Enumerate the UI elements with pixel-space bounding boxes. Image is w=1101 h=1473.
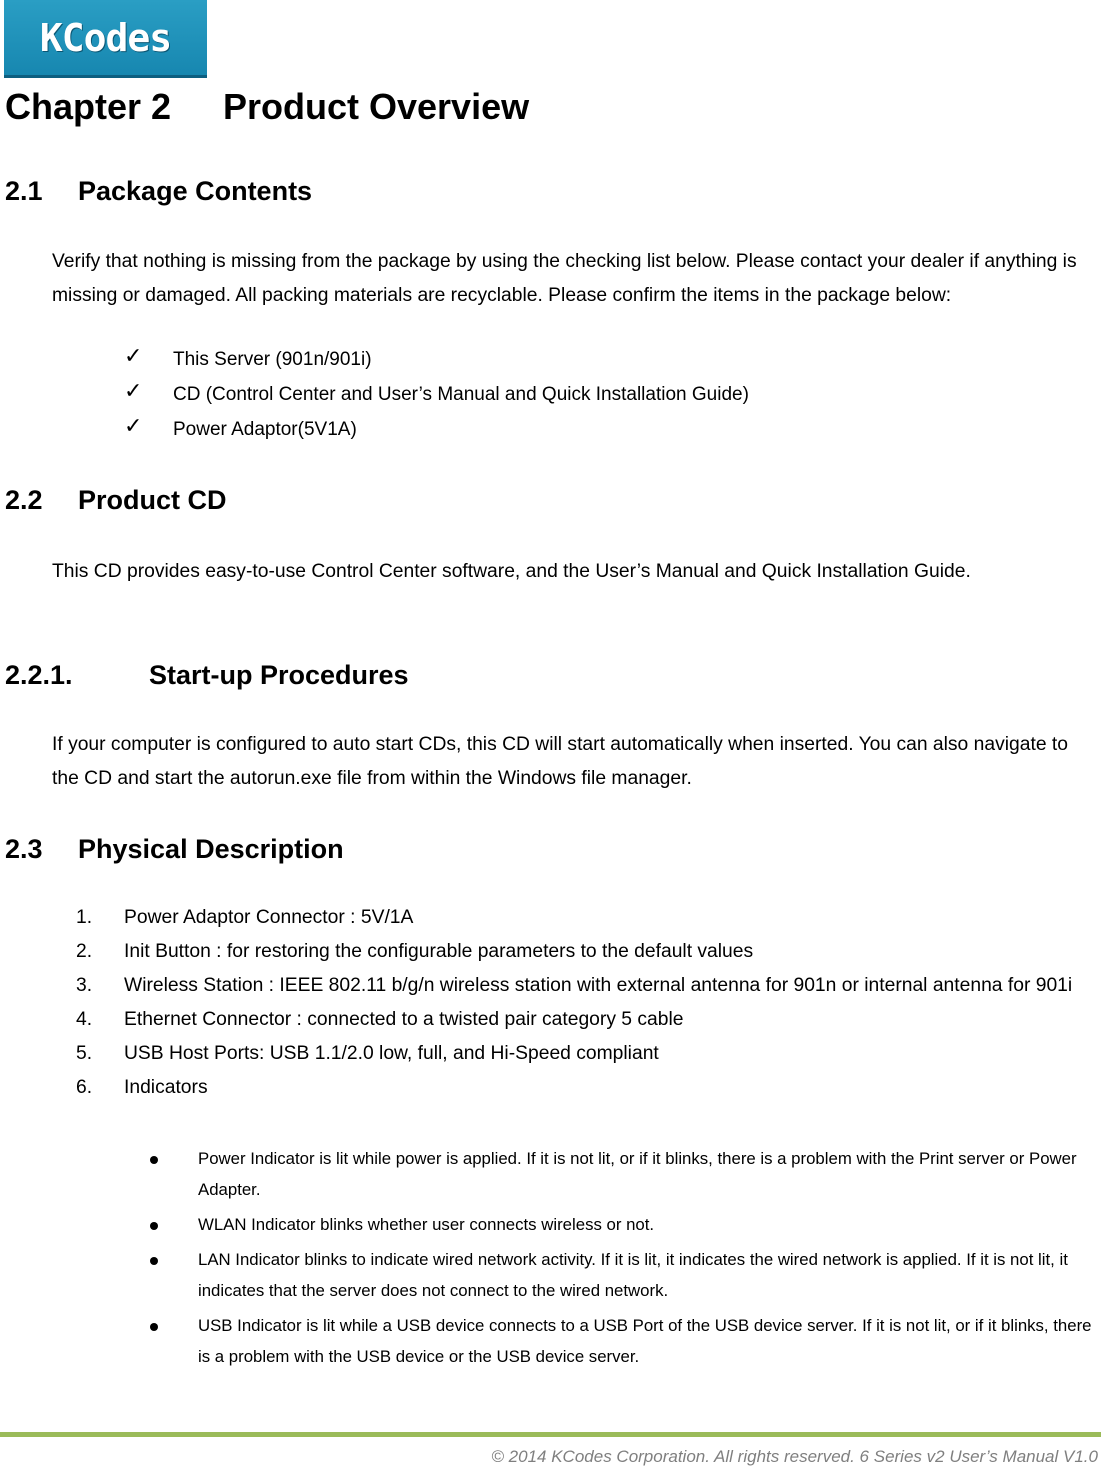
product-cd-text: This CD provides easy-to-use Control Center software, and the User’s Manual and Quick Installation Guide. — [52, 561, 971, 582]
section-number: 2.2 — [5, 485, 43, 515]
list-item — [0, 969, 1101, 1003]
list-item-text: Init Button : for restoring the configurable parameters to the default values — [124, 941, 754, 962]
indicator-text: Power Indicator is lit while power is applied. If it is not lit, or if it blinks, there is a problem with the Print server or Power Adapter. — [198, 1149, 1077, 1199]
chapter-title: Product Overview — [223, 86, 530, 127]
list-item-number: 1. — [76, 907, 93, 928]
list-item — [0, 935, 1101, 969]
indicator-text: USB Indicator is lit while a USB device connects to a USB Port of the USB device server. If it is not lit, or if it blinks, there is a problem with the USB device or the USB device server. — [198, 1316, 1092, 1366]
indicator-text: LAN Indicator blinks to indicate wired network activity. If it is lit, it indicates the wired network is applied. If it is not lit, it indicates that the server does not connect to the wired network. — [198, 1250, 1068, 1300]
checkmark-icon: ✓ — [124, 343, 143, 368]
startup-text: If your computer is configured to auto start CDs, this CD will start automatically when inserted. You can also navigate to the CD and start the autorun.exe file from within the Windows file manager. — [52, 734, 1068, 789]
checklist-item-label: This Server (901n/901i) — [173, 349, 372, 370]
section-number: 2.1 — [5, 176, 43, 206]
package-contents-text: Verify that nothing is missing from the package by using the checking list below. Please contact your dealer if anything is missing or damaged. All packing materials are recyclable. Please confirm the items in the package below: — [52, 251, 1077, 306]
list-item-text: Wireless Station : IEEE 802.11 b/g/n wireless station with external antenna for 901n or internal antenna for 901i — [124, 975, 1073, 996]
list-item — [0, 1037, 1101, 1071]
logo-text: KCodes — [39, 15, 172, 60]
list-item-number: 2. — [76, 941, 93, 962]
section-2-2-heading — [5, 485, 227, 516]
list-item — [0, 901, 1101, 935]
list-item — [0, 1071, 1101, 1105]
bullet-icon — [150, 1257, 158, 1265]
list-item-number: 6. — [76, 1077, 93, 1098]
indicator-item — [0, 1209, 1101, 1240]
checklist-item-label: Power Adaptor(5V1A) — [173, 419, 357, 440]
indicator-item — [0, 1244, 1101, 1306]
bullet-icon — [150, 1323, 158, 1331]
footer-copyright: © 2014 KCodes Corporation. All rights reserved. 6 Series v2 User’s Manual V1.0 — [491, 1447, 1098, 1466]
list-item-number: 4. — [76, 1009, 93, 1030]
list-item-number: 3. — [76, 975, 93, 996]
section-number: 2.3 — [5, 834, 43, 864]
list-item-number: 5. — [76, 1043, 93, 1064]
indicator-item — [0, 1310, 1101, 1372]
section-2-1-heading — [5, 176, 312, 207]
checkmark-icon: ✓ — [124, 413, 143, 438]
list-item-text: Indicators — [124, 1077, 208, 1098]
chapter-heading — [5, 86, 529, 128]
kcodes-logo — [4, 0, 207, 78]
physical-description-list — [0, 901, 1101, 1105]
indicators-list — [0, 1143, 1101, 1376]
chapter-number: Chapter 2 — [5, 86, 172, 127]
list-item-text: USB Host Ports: USB 1.1/2.0 low, full, and Hi-Speed compliant — [124, 1043, 659, 1064]
section-title: Product CD — [78, 485, 227, 515]
checklist-item-label: CD (Control Center and User’s Manual and Quick Installation Guide) — [173, 384, 749, 405]
indicator-text: WLAN Indicator blinks whether user connects wireless or not. — [198, 1215, 655, 1234]
checkmark-icon: ✓ — [124, 378, 143, 403]
list-item-text: Power Adaptor Connector : 5V/1A — [124, 907, 414, 928]
footer-divider — [0, 1432, 1101, 1437]
section-number: 2.2.1. — [5, 660, 73, 690]
list-item-text: Ethernet Connector : connected to a twisted pair category 5 cable — [124, 1009, 684, 1030]
section-title: Physical Description — [78, 834, 344, 864]
indicator-item — [0, 1143, 1101, 1205]
bullet-icon — [150, 1222, 158, 1230]
bullet-icon — [150, 1156, 158, 1164]
section-title: Start-up Procedures — [149, 660, 409, 690]
section-2-3-heading — [5, 834, 344, 865]
section-title: Package Contents — [78, 176, 313, 206]
section-2-2-1-heading — [5, 660, 409, 691]
list-item — [0, 1003, 1101, 1037]
